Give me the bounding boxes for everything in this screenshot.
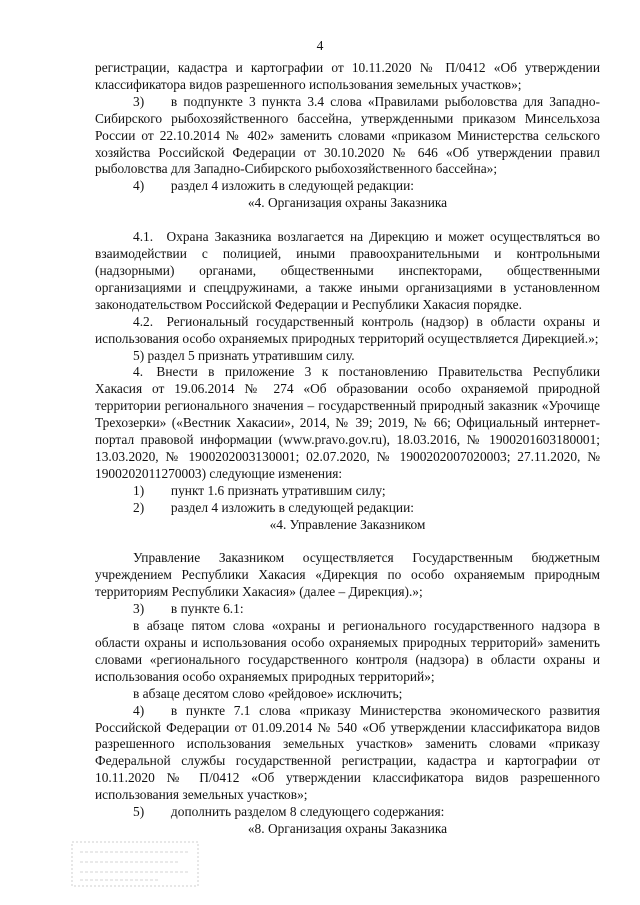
stamp-mark-icon — [70, 840, 200, 888]
paragraph: 4. Внести в приложение 3 к постановлению Правительства Республики Хакасия от 19.06.2014 № 274 «Об образовании особо охраняемой природной территории регионального значения – государственный природный заказник «Урочище Трехозерки» («Вестник Хакасии», 2014, № 39; 2019, № 66; Официальный интернет-портал правовой информации (www.pravo.gov.ru), 18.03.2016, № 1900201603180001; 13.03.2020, № 1900202003130001; 02.07.2020, № 1900202007020003; 27.11.2020, № 1900202011270003) следующие изменения: — [95, 364, 600, 481]
page-number: 4 — [316, 38, 324, 53]
paragraph: 4.2. Региональный государственный контроль (надзор) в области охраны и использования особо охраняемых природных территорий осуществляется Дирекцией.»; — [95, 313, 600, 346]
paragraph: 4.1. Охрана Заказника возлагается на Дирекцию и может осуществляться во взаимодействии с полицией, иными правоохранительными и контрольными (надзорными) органами, общественными инспекторами, общественными организациями и спецдружинами, а также иными организациями в установленном законодательством Российской Федерации и Республики Хакасия порядке. — [95, 229, 600, 312]
paragraph: 4) в пункте 7.1 слова «приказу Министерства экономического развития Российской Федерации от 01.09.2014 № 540 «Об утверждении классификатора видов разрешенного использования земельных участков» заменить словами «приказу Федеральной службы государственной регистрации, кадастра и картографии от 10.11.2020 № П/0412 «Об утверждении классификатора видов разрешенного использования земельных участков»; — [95, 702, 600, 803]
paragraph: 3) в пункте 6.1: — [133, 601, 244, 617]
paragraph: 5) раздел 5 признать утратившим силу. — [133, 347, 355, 363]
section-heading: «4. Управление Заказником — [269, 516, 426, 532]
paragraph: 5) дополнить разделом 8 следующего содержания: — [133, 804, 445, 820]
paragraph: 2) раздел 4 изложить в следующей редакции: — [133, 499, 414, 515]
paragraph: 4) раздел 4 изложить в следующей редакции: — [133, 178, 414, 194]
paragraph: регистрации, кадастра и картографии от 10.11.2020 № П/0412 «Об утверждении классификатора видов разрешенного использования земельных участков»; — [95, 60, 600, 92]
paragraph: 3) в подпункте 3 пункта 3.4 слова «Правилами рыболовства для Западно-Сибирского рыбохозяйственного бассейна, утвержденными приказом Минсельхоза России от 22.10.2014 № 402» заменить словами «приказом Министерства сельского хозяйства Российской Федерации от 30.10.2020 № 646 «Об утверждении правил рыболовства для Западно-Сибирского рыбохозяйственного бассейна»; — [95, 93, 600, 177]
paragraph: Управление Заказником осуществляется Государственным бюджетным учреждением Республики Хакасия «Дирекция по особо охраняемым природным территориям Республики Хакасия» (далее – Дирекция).»; — [95, 550, 600, 600]
paragraph: в абзаце десятом слово «рейдовое» исключить; — [133, 685, 403, 701]
paragraph: 1) пункт 1.6 признать утратившим силу; — [133, 482, 386, 498]
section-heading: «8. Организация охраны Заказника — [247, 820, 448, 836]
document-body — [95, 60, 600, 838]
section-heading: «4. Организация охраны Заказника — [247, 195, 448, 211]
paragraph: в абзаце пятом слова «охраны и регионального государственного надзора в области охраны и использования особо охраняемых природных территорий» заменить словами «регионального государственного контроля (надзора) в области охраны и использования особо охраняемых природных территорий»; — [95, 618, 600, 684]
